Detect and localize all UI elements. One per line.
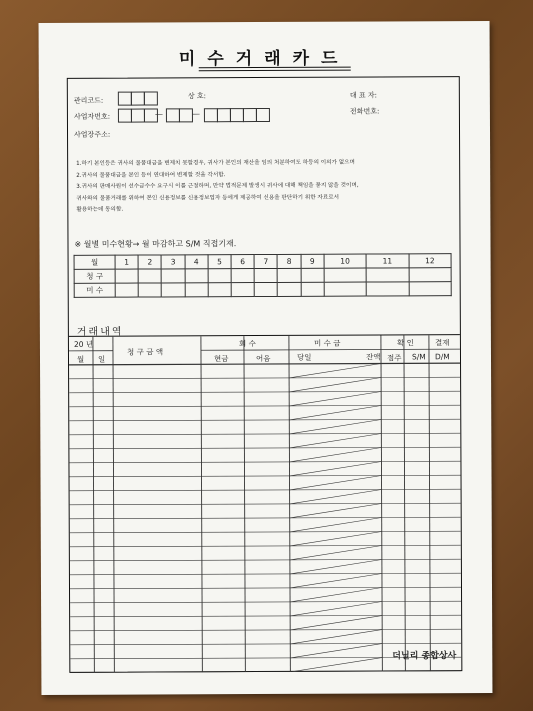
billing-cell[interactable] (254, 268, 277, 282)
month-header: 11 (366, 254, 408, 268)
col-collection: 회 수 (238, 339, 256, 349)
row-line (69, 377, 460, 379)
unpaid-diagonal (290, 531, 382, 545)
monthly-note: ※ 월별 미수현황→ 월 마감하고 S/M 직접기재. (74, 239, 237, 249)
unpaid-cell[interactable] (162, 283, 185, 297)
col-approval: 결재 (434, 338, 450, 348)
unpaid-diagonal (290, 489, 382, 503)
col-bill: 어음 (255, 353, 271, 364)
row-line (70, 475, 461, 477)
billing-cell[interactable] (409, 268, 452, 282)
row-line (70, 517, 461, 519)
col-that-day: 당일 (296, 352, 312, 362)
monthly-table (74, 253, 452, 298)
row-line (69, 419, 460, 421)
month-header: 9 (301, 254, 324, 268)
billing-cell[interactable] (185, 269, 208, 283)
ceo-label: 대 표 자: (349, 91, 377, 100)
billing-cell[interactable] (231, 269, 254, 283)
note-line: 3.귀사의 판매사원이 선수금수수 요구시 이를 근절하며, 만약 법적문제 발생시 귀사에 대해 책임을 묻지 않을 것이며, (76, 182, 359, 190)
col-cash: 현금 (213, 354, 229, 364)
unpaid-diagonal (290, 601, 382, 615)
billing-cell[interactable] (278, 268, 301, 282)
unpaid-cell[interactable] (278, 282, 301, 296)
unpaid-diagonal (290, 587, 382, 601)
unpaid-diagonal (289, 405, 381, 419)
row-line (70, 573, 461, 575)
biz-no-label: 사업자번호: (73, 112, 111, 121)
month-header: 6 (231, 255, 254, 269)
month-header: 8 (277, 254, 300, 268)
billing-cell[interactable] (115, 269, 138, 283)
col-unpaid: 미 수 금 (313, 338, 341, 348)
month-header: 7 (254, 254, 277, 268)
row-line (69, 391, 460, 393)
month-header: 3 (161, 255, 184, 269)
col-balance: 잔액 (365, 352, 381, 362)
code-boxes[interactable] (118, 91, 157, 105)
unpaid-diagonal (290, 573, 382, 587)
row-line (70, 587, 461, 589)
col-year: 20 년 (73, 339, 94, 349)
form-frame (67, 76, 463, 673)
row-line (69, 461, 460, 463)
month-header: 12 (409, 254, 452, 268)
col-day: 일 (97, 354, 106, 364)
unpaid-diagonal (290, 643, 382, 657)
month-header: 10 (324, 254, 366, 268)
unpaid-diagonal (289, 419, 381, 433)
row-line (69, 433, 460, 435)
row-line (70, 545, 461, 547)
row-line (70, 531, 461, 533)
dash-separator: — (154, 109, 163, 119)
unpaid-diagonal (290, 559, 382, 573)
unpaid-cell[interactable] (185, 283, 208, 297)
unpaid-cell[interactable] (231, 283, 254, 297)
phone-label: 전화번호: (349, 107, 380, 116)
unpaid-diagonal (289, 363, 381, 377)
billing-cell[interactable] (162, 269, 185, 283)
billing-cell[interactable] (208, 269, 231, 283)
company-label: 상 호: (187, 92, 206, 101)
col-manager: 점주 (386, 353, 402, 363)
row-line (69, 447, 460, 449)
row-line (70, 503, 461, 505)
transaction-card (39, 21, 493, 695)
unpaid-diagonal (289, 391, 381, 405)
biz-no-boxes-2[interactable] (166, 108, 192, 122)
unpaid-cell[interactable] (324, 282, 366, 296)
row-line (69, 405, 460, 407)
billing-cell[interactable] (301, 268, 324, 282)
unpaid-diagonal (289, 461, 381, 475)
unpaid-cell[interactable] (254, 282, 277, 296)
col-month: 월 (76, 354, 85, 364)
unpaid-diagonal (290, 545, 382, 559)
note-line: 1.하기 본인등은 귀사의 물품대금을 변제치 못할경우, 귀사가 본인의 재산을 임의 처분하여도 하등의 이의가 없으며 (76, 159, 355, 167)
title-underline-2 (199, 70, 351, 72)
brand-name: 더닐리 종합상사 (392, 651, 457, 662)
unpaid-cell[interactable] (115, 283, 138, 297)
note-line: 귀사와의 물품거래를 위하여 본인 신용정보를 신용정보업자 등에게 제공하여 신용을 판단하기 위한 자료로서 (76, 194, 340, 202)
address-label: 사업장주소: (74, 130, 111, 139)
unpaid-diagonal (290, 517, 382, 531)
month-header: 2 (138, 255, 161, 269)
month-header: 4 (185, 255, 208, 269)
row-line (70, 559, 461, 561)
billing-cell[interactable] (324, 268, 366, 282)
unpaid-cell[interactable] (208, 283, 231, 297)
unpaid-diagonal (290, 475, 382, 489)
history-title: 거래내역 (76, 326, 124, 338)
history-ledger (69, 334, 461, 673)
col-dm: D/M (434, 352, 450, 362)
unpaid-diagonal (290, 615, 382, 629)
billing-cell[interactable] (138, 269, 161, 283)
note-line: 2.귀사의 물품대금을 본인 등이 연대하여 변제할 것을 각서함. (76, 171, 226, 179)
unpaid-cell[interactable] (366, 282, 408, 296)
month-row-label: 월 (74, 255, 115, 269)
terms-notes (76, 157, 456, 216)
code-label: 관리코드: (73, 96, 104, 105)
row-line (70, 489, 461, 491)
row-line (70, 615, 461, 617)
row-line (70, 629, 461, 631)
month-header: 1 (115, 255, 138, 269)
col-confirm: 확 인 (396, 338, 414, 348)
row-line (70, 671, 461, 673)
month-header: 5 (208, 255, 231, 269)
unpaid-cell[interactable] (138, 283, 161, 297)
unpaid-diagonal (289, 433, 381, 447)
billing-row-label: 청 구 (74, 269, 115, 283)
biz-no-boxes-3[interactable] (204, 108, 269, 122)
unpaid-row-label: 미 수 (74, 283, 115, 297)
unpaid-diagonal (290, 657, 382, 671)
row-line (70, 643, 461, 645)
page-title: 미수거래카드 (178, 48, 350, 70)
unpaid-diagonal (289, 377, 381, 391)
note-line: 활용하는데 동의함. (76, 206, 124, 213)
ledger-grid (69, 335, 461, 673)
unpaid-cell[interactable] (409, 282, 452, 296)
col-billing-amount: 청 구 금 액 (126, 347, 164, 357)
row-line (70, 601, 461, 603)
unpaid-diagonal (290, 629, 382, 643)
unpaid-diagonal (290, 503, 382, 517)
col-sm: S/M (411, 352, 426, 362)
unpaid-diagonal (289, 447, 381, 461)
billing-cell[interactable] (366, 268, 408, 282)
biz-no-boxes-1[interactable] (118, 108, 157, 122)
dash-separator: — (191, 109, 200, 119)
unpaid-cell[interactable] (301, 282, 324, 296)
